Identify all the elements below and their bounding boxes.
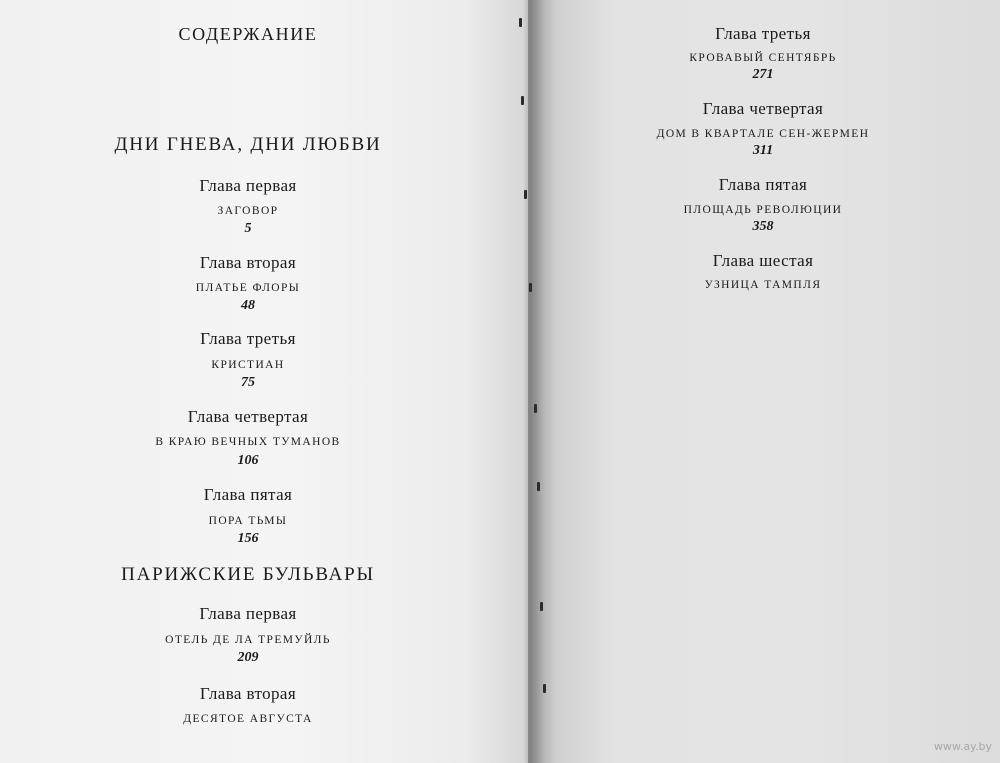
- chapter-name: УЗНИЦА ТАМПЛЯ: [704, 279, 822, 291]
- section-heading: ПАРИЖСКИЕ БУЛЬВАРЫ: [121, 564, 375, 585]
- chapter-name: КРОВАВЫЙ СЕНТЯБРЬ: [689, 52, 837, 64]
- chapter-label: Глава первая: [199, 604, 297, 623]
- page-number: 5: [244, 221, 252, 236]
- chapter-name: ЗАГОВОР: [217, 205, 279, 217]
- chapter-name: ДОМ В КВАРТАЛЕ СЕН-ЖЕРМЕН: [656, 128, 870, 140]
- chapter-name: ДЕСЯТОЕ АВГУСТА: [183, 713, 313, 725]
- chapter-label: Глава вторая: [199, 253, 297, 272]
- page-number: 106: [237, 453, 259, 468]
- chapter-name: ОТЕЛЬ ДЕ ЛА ТРЕМУЙЛЬ: [165, 634, 331, 646]
- chapter-label: Глава третья: [200, 329, 296, 348]
- chapter-label: Глава первая: [199, 176, 297, 195]
- chapter-label: Глава четвертая: [702, 99, 824, 118]
- page-number: 48: [241, 298, 255, 313]
- right-page: [528, 0, 1000, 763]
- binding-stitch: [529, 283, 532, 292]
- chapter-name: ПЛАТЬЕ ФЛОРЫ: [195, 282, 301, 294]
- binding-stitch: [540, 602, 543, 611]
- binding-stitch: [543, 684, 546, 693]
- binding-stitch: [537, 482, 540, 491]
- page-number: 75: [241, 375, 255, 390]
- page-number: 209: [237, 650, 259, 665]
- page-number: 271: [752, 67, 774, 82]
- chapter-label: Глава шестая: [712, 251, 814, 270]
- binding-stitch: [521, 96, 524, 105]
- contents-heading: СОДЕРЖАНИЕ: [178, 24, 318, 44]
- page-number: 358: [752, 219, 774, 234]
- page-number: 311: [752, 143, 774, 158]
- binding-stitch: [534, 404, 537, 413]
- book-gutter: [523, 0, 545, 763]
- chapter-label: Глава пятая: [203, 485, 293, 504]
- chapter-label: Глава пятая: [718, 175, 808, 194]
- binding-stitch: [519, 18, 522, 27]
- chapter-name: КРИСТИАН: [211, 359, 285, 371]
- chapter-name: В КРАЮ ВЕЧНЫХ ТУМАНОВ: [155, 436, 341, 448]
- chapter-label: Глава четвертая: [187, 407, 309, 426]
- chapter-label: Глава третья: [715, 24, 811, 43]
- chapter-label: Глава вторая: [199, 684, 297, 703]
- section-heading: ДНИ ГНЕВА, ДНИ ЛЮБВИ: [114, 134, 382, 155]
- chapter-name: ПОРА ТЬМЫ: [208, 515, 288, 527]
- watermark: www.ay.by: [933, 740, 992, 753]
- binding-stitch: [524, 190, 527, 199]
- page-number: 156: [237, 531, 259, 546]
- chapter-name: ПЛОЩАДЬ РЕВОЛЮЦИИ: [683, 204, 843, 216]
